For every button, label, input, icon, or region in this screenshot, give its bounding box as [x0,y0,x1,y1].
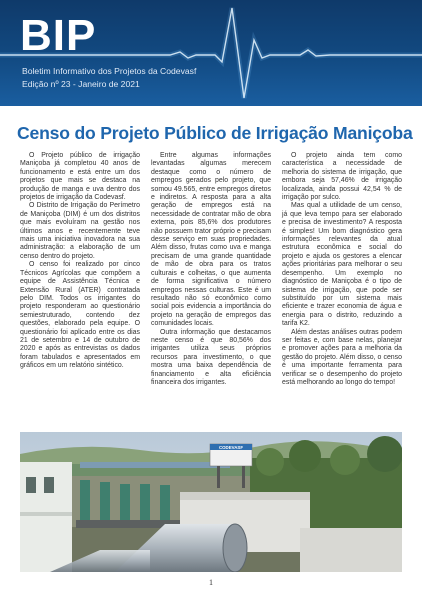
header-banner [0,0,422,106]
paragraph: Mas qual a utilidade de um censo, já que leva tempo para ser elaborado e precisa de investimento? A resposta é simples! Um bom diagnóstico gera informações relevantes da atual estrutura econômica e social do projeto e ajuda os gestores a elencar ações prioritárias para melhorar o seu desempenho. Um exemplo no diagnóstico de Maniçoba é o tipo de sistema de irrigação, que pode ser substituído por um sistema mais eficiente e trazer economia de água e energia para o distrito, reduzindo a tarifa K2. [282,202,402,328]
newsletter-subtitle: Boletim Informativo dos Projetos da Codevasf [22,66,197,76]
paragraph: Entre algumas informações levantadas algumas merecem destaque como o número de empregos gerados pelo projeto, que somou 49.565, entre empregos diretos e indiretos. A resposta para a alta geração de empregos está na necessidade de contratar mão de obra externa, pois 85,6% dos produtores não possuem trator próprio e precisam desse serviço em suas propriedades. Além disso, frutas como uva e manga precisam de uma grande quantidade de mão de obra para os tratos culturais e colheitas, o que aumenta de forma significativa o número empregos nessas culturas. Este é um resultado não só econômico como social pois evidencia a importância do projeto na geração de empregos das comunidades locais. [151,152,271,328]
paragraph: Outra informação que destacamos neste censo é que 80,56% dos irrigantes utiliza seus próprios recursos para investimento, o que mostra uma baixa dependência de financiamento e alta eficiência financeira dos irrigantes. [151,328,271,386]
paragraph: Além destas análises outras podem ser feitas e, com base nelas, planejar e promover ações para a melhoria da gestão do projeto. Além disso, o censo é uma importante ferramenta para verificar se o desempenho do projeto está melhorando ao longo do tempo! [282,328,402,386]
station-sign: CODEVASF [218,445,244,450]
article-column-3 [282,152,402,387]
article-photo [20,432,402,572]
page-number: 1 [209,578,213,587]
paragraph: O projeto ainda tem como característica a necessidade de melhoria do sistema de irrigação, que embora seja 57,46% de irrigação localizada, ainda possui 42,54 % de irrigação por sulco. [282,152,402,202]
irrigation-station-photo [20,432,402,572]
paragraph: O Distrito de Irrigação do Perímetro de Maniçoba (DIM) é um dos distritos que mais evoluíram na gestão nos últimos anos e recentemente teve mais uma iniciativa inovadora na sua administração: a elaboração de um censo dentro do projeto. [20,202,140,260]
paragraph: O Projeto público de irrigação Maniçoba já completou 40 anos de funcionamento e está entre um dos projetos que mais se destaca na produção de manga e uva dentro dos projetos de irrigação da Codevasf. [20,152,140,202]
article-body [20,152,402,387]
article-column-1 [20,152,140,387]
article-title: Censo do Projeto Público de Irrigação Maniçoba [17,123,413,143]
edition-info: Edição nº 23 - Janeiro de 2021 [22,79,140,89]
paragraph: O censo foi realizado por cinco Técnicos Agrícolas que compõem a equipe de Assistência Técnica e Extensão Rural (ATER) contratada pelo DIM. Todos os irrigantes do projeto responderam ao questionário semiestruturado, contendo dez questões, elaborado pela equipe. O questionário foi aplicado entre os dias 21 de setembro e 14 de outubro de 2020 e após as entrevistas os dados foram tabulados e apresentados em gráficos em um relatório sintético. [20,261,140,370]
newsletter-logo: BIP [20,11,97,60]
article-column-2 [151,152,271,387]
